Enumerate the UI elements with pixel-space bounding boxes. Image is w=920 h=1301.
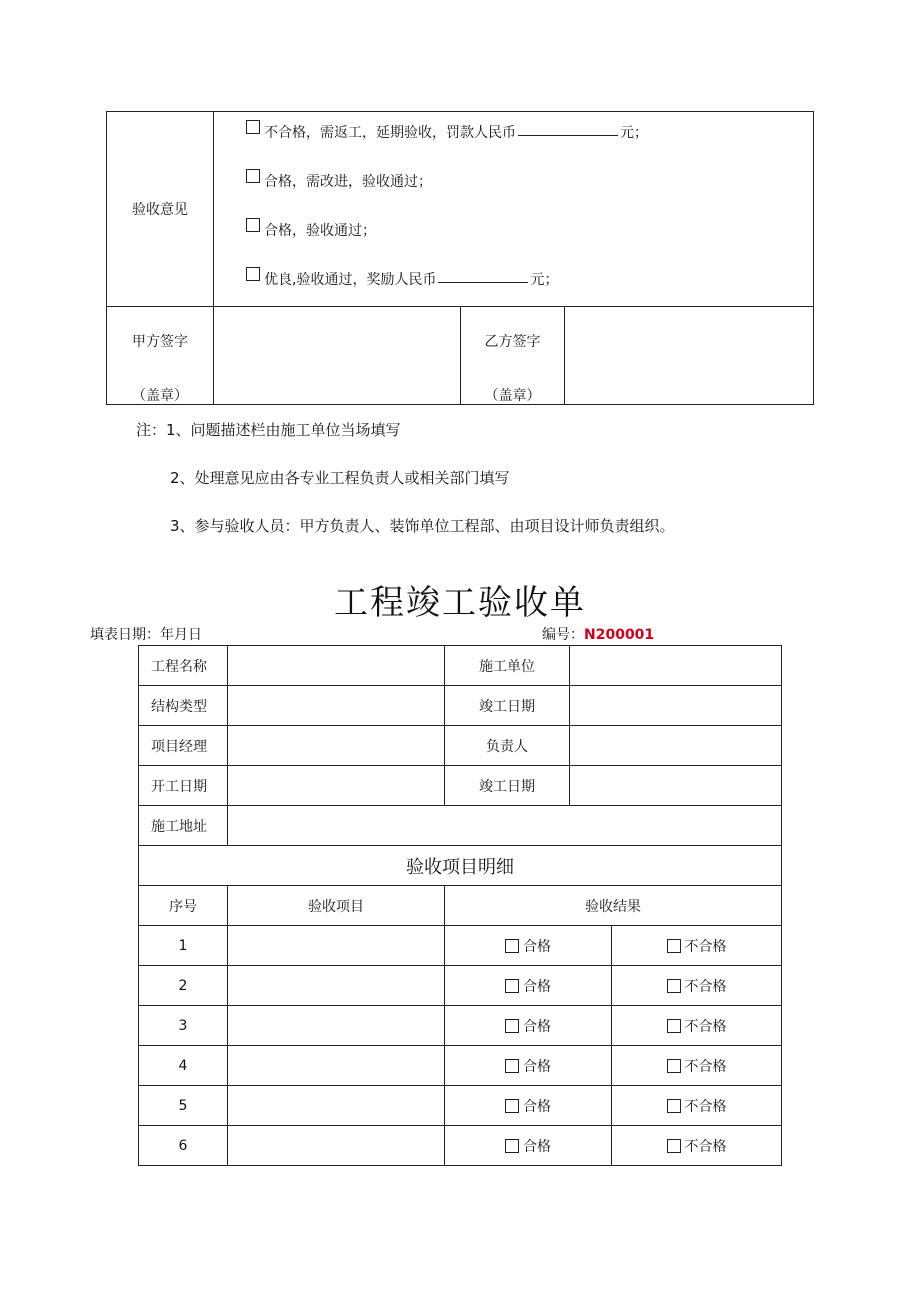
table-row (139, 726, 782, 766)
row-seq: 4 (139, 1046, 228, 1086)
pass-checkbox[interactable] (505, 939, 519, 953)
start-date-label: 开工日期 (139, 766, 228, 806)
pass-label: 合格 (523, 1138, 551, 1155)
form-number (542, 624, 654, 644)
party-b-signature-field[interactable] (565, 307, 814, 405)
table-row (139, 1006, 782, 1046)
note-2: 2、处理意见应由各专业工程负责人或相关部门填写 (170, 469, 510, 487)
note-3: 3、参与验收人员：甲方负责人、装饰单位工程部、由项目设计师负责组织。 (170, 517, 675, 535)
pass-label: 合格 (523, 938, 551, 955)
checkbox-pass-improve[interactable] (246, 169, 260, 183)
row-seq: 3 (139, 1006, 228, 1046)
opinion-options-cell (214, 112, 814, 307)
checkbox-excellent[interactable] (246, 267, 260, 281)
opinion-label-cell (107, 112, 214, 307)
table-row (139, 686, 782, 726)
table-row (139, 806, 782, 846)
fail-checkbox[interactable] (667, 1139, 681, 1153)
pass-label: 合格 (523, 1058, 551, 1075)
opinion-label: 验收意见 (132, 202, 188, 218)
fail-label: 不合格 (684, 1018, 727, 1035)
table-header-row (139, 886, 782, 926)
party-a-sign-label: 甲方签字 (132, 333, 188, 350)
project-name-label: 工程名称 (139, 646, 228, 686)
result-header: 验收结果 (445, 886, 782, 926)
table-row (139, 1126, 782, 1166)
option-excellent-text: 优良,验收通过，奖励人民币 (264, 271, 437, 288)
party-a-signature-field[interactable] (214, 307, 461, 405)
fail-label: 不合格 (684, 938, 727, 955)
party-b-seal-label: （盖章） (484, 387, 541, 404)
table-row (139, 926, 782, 966)
pass-checkbox[interactable] (505, 1139, 519, 1153)
fill-date: 填表日期：年月日 (90, 627, 202, 643)
row-fail-cell (612, 1126, 782, 1166)
structure-type-label: 结构类型 (139, 686, 228, 726)
fine-amount-blank[interactable] (518, 121, 618, 136)
row-pass-cell (445, 1006, 612, 1046)
table-row (139, 966, 782, 1006)
row-item-field[interactable] (228, 1006, 445, 1046)
reward-amount-blank[interactable] (438, 268, 528, 283)
table-row (139, 1046, 782, 1086)
completion-date-2-label: 竣工日期 (445, 766, 570, 806)
party-a-seal-label: （盖章） (132, 387, 188, 404)
fail-checkbox[interactable] (667, 939, 681, 953)
row-seq: 5 (139, 1086, 228, 1126)
pass-checkbox[interactable] (505, 1099, 519, 1113)
note-1: 注：1、问题描述栏由施工单位当场填写 (136, 421, 401, 439)
checkbox-fail[interactable] (246, 120, 260, 134)
acceptance-opinion-table (106, 111, 814, 405)
form-number-label: 编号： (542, 627, 584, 643)
form-number-value: N200001 (584, 627, 655, 643)
form-title: 工程竣工验收单 (334, 583, 586, 623)
row-pass-cell (445, 1086, 612, 1126)
option-pass (246, 216, 813, 265)
row-seq: 2 (139, 966, 228, 1006)
party-b-label-cell (461, 307, 565, 405)
pass-checkbox[interactable] (505, 1059, 519, 1073)
fail-checkbox[interactable] (667, 979, 681, 993)
option-excellent (246, 265, 813, 301)
completion-date-label: 竣工日期 (445, 686, 570, 726)
project-manager-field[interactable] (228, 726, 445, 766)
option-pass-improve-text: 合格，需改进，验收通过； (264, 173, 432, 190)
contractor-label: 施工单位 (445, 646, 570, 686)
row-fail-cell (612, 1006, 782, 1046)
fail-label: 不合格 (684, 1138, 727, 1155)
option-fail-text: 不合格，需返工，延期验收，罚款人民币 (264, 124, 516, 141)
row-pass-cell (445, 926, 612, 966)
notes (136, 418, 675, 562)
completion-acceptance-table (138, 645, 782, 1166)
project-name-field[interactable] (228, 646, 445, 686)
row-pass-cell (445, 1126, 612, 1166)
row-fail-cell (612, 966, 782, 1006)
pass-checkbox[interactable] (505, 979, 519, 993)
pass-label: 合格 (523, 1098, 551, 1115)
responsible-person-field[interactable] (570, 726, 782, 766)
fail-label: 不合格 (684, 978, 727, 995)
pass-label: 合格 (523, 1018, 551, 1035)
pass-checkbox[interactable] (505, 1019, 519, 1033)
table-row (139, 766, 782, 806)
party-b-sign-label: 乙方签字 (484, 333, 541, 350)
detail-section-title: 验收项目明细 (139, 846, 782, 886)
option-fail (246, 118, 813, 167)
row-item-field[interactable] (228, 926, 445, 966)
completion-date-2-field[interactable] (570, 766, 782, 806)
row-item-field[interactable] (228, 966, 445, 1006)
responsible-person-label: 负责人 (445, 726, 570, 766)
row-seq: 6 (139, 1126, 228, 1166)
contractor-field[interactable] (570, 646, 782, 686)
option-pass-text: 合格，验收通过； (264, 222, 376, 239)
fail-checkbox[interactable] (667, 1059, 681, 1073)
option-excellent-suffix: 元； (530, 271, 559, 288)
start-date-field[interactable] (228, 766, 445, 806)
project-manager-label: 项目经理 (139, 726, 228, 766)
site-address-label: 施工地址 (139, 806, 228, 846)
row-fail-cell (612, 1046, 782, 1086)
completion-date-field[interactable] (570, 686, 782, 726)
structure-type-field[interactable] (228, 686, 445, 726)
party-a-label-cell (107, 307, 214, 405)
table-row (139, 1086, 782, 1126)
option-pass-improve (246, 167, 813, 216)
row-item-field[interactable] (228, 1126, 445, 1166)
fail-checkbox[interactable] (667, 1099, 681, 1113)
pass-label: 合格 (523, 978, 551, 995)
item-header: 验收项目 (228, 886, 445, 926)
fail-checkbox[interactable] (667, 1019, 681, 1033)
row-pass-cell (445, 966, 612, 1006)
checkbox-pass[interactable] (246, 218, 260, 232)
row-item-field[interactable] (228, 1046, 445, 1086)
option-fail-suffix: 元； (620, 124, 648, 141)
site-address-field[interactable] (228, 806, 782, 846)
row-fail-cell (612, 926, 782, 966)
fail-label: 不合格 (684, 1098, 727, 1115)
table-row (139, 846, 782, 886)
table-row (139, 646, 782, 686)
row-pass-cell (445, 1046, 612, 1086)
row-item-field[interactable] (228, 1086, 445, 1126)
row-seq: 1 (139, 926, 228, 966)
fail-label: 不合格 (684, 1058, 727, 1075)
seq-header: 序号 (139, 886, 228, 926)
row-fail-cell (612, 1086, 782, 1126)
